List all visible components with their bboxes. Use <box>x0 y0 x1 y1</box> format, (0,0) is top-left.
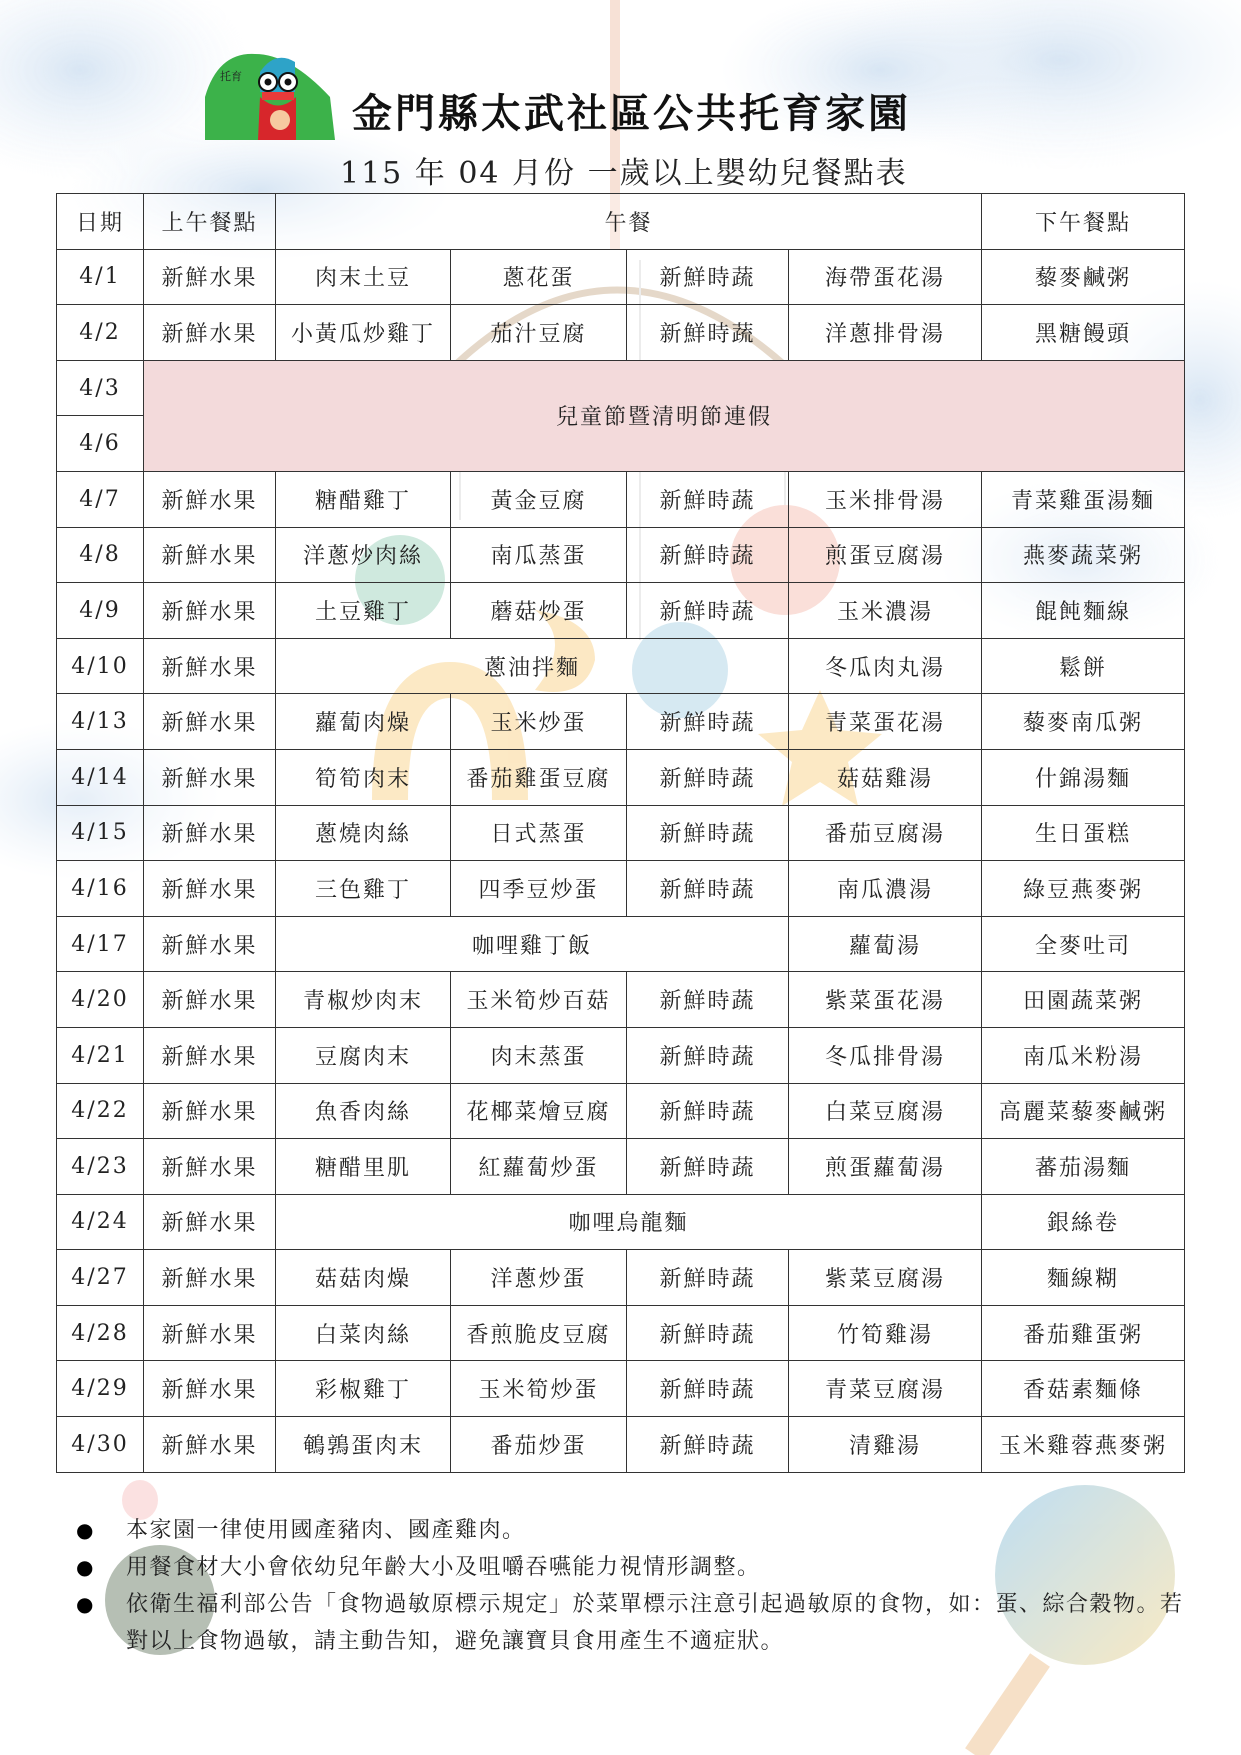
afternoon-snack-cell: 全麥吐司 <box>982 916 1185 972</box>
lunch-vegetable-cell: 新鮮時蔬 <box>627 527 789 583</box>
holiday-label: 兒童節暨清明節連假 <box>144 360 1185 471</box>
lunch-dish-1-cell: 肉末土豆 <box>276 249 451 305</box>
lunch-dish-2-cell: 黃金豆腐 <box>451 471 627 527</box>
date-cell: 4/17 <box>57 916 144 972</box>
lunch-dish-1-cell: 蔥燒肉絲 <box>276 805 451 861</box>
lunch-vegetable-cell: 新鮮時蔬 <box>627 583 789 639</box>
date-cell: 4/21 <box>57 1027 144 1083</box>
table-row <box>57 805 1185 861</box>
date-cell: 4/15 <box>57 805 144 861</box>
note-item <box>76 1549 1186 1586</box>
lunch-vegetable-cell: 新鮮時蔬 <box>627 249 789 305</box>
lunch-dish-1-cell: 洋蔥炒肉絲 <box>276 527 451 583</box>
table-row <box>57 1305 1185 1361</box>
soup-cell: 青菜蛋花湯 <box>789 694 982 750</box>
community-logo <box>200 42 340 147</box>
afternoon-snack-cell: 綠豆燕麥粥 <box>982 861 1185 917</box>
date-cell: 4/13 <box>57 694 144 750</box>
date-cell: 4/28 <box>57 1305 144 1361</box>
soup-cell: 青菜豆腐湯 <box>789 1361 982 1417</box>
table-row <box>57 972 1185 1028</box>
date-cell: 4/1 <box>57 249 144 305</box>
table-row <box>57 1361 1185 1417</box>
soup-cell: 海帶蛋花湯 <box>789 249 982 305</box>
morning-snack-cell: 新鮮水果 <box>144 1083 276 1139</box>
table-row <box>57 1194 1185 1250</box>
afternoon-snack-cell: 黑糖饅頭 <box>982 305 1185 361</box>
afternoon-snack-cell: 銀絲卷 <box>982 1194 1185 1250</box>
date-cell: 4/3 <box>57 360 144 416</box>
page-subtitle: 115 年 04 月份 一歲以上嬰幼兒餐點表 <box>340 156 908 191</box>
header-date: 日期 <box>57 194 144 250</box>
table-row <box>57 1083 1185 1139</box>
afternoon-snack-cell: 燕麥蔬菜粥 <box>982 527 1185 583</box>
morning-snack-cell: 新鮮水果 <box>144 749 276 805</box>
soup-cell: 玉米排骨湯 <box>789 471 982 527</box>
morning-snack-cell: 新鮮水果 <box>144 861 276 917</box>
lunch-dish-2-cell: 南瓜蒸蛋 <box>451 527 627 583</box>
soup-cell: 竹筍雞湯 <box>789 1305 982 1361</box>
morning-snack-cell: 新鮮水果 <box>144 805 276 861</box>
morning-snack-cell: 新鮮水果 <box>144 1027 276 1083</box>
date-cell: 4/7 <box>57 471 144 527</box>
soup-cell: 煎蛋豆腐湯 <box>789 527 982 583</box>
soup-cell: 紫菜蛋花湯 <box>789 972 982 1028</box>
date-cell: 4/9 <box>57 583 144 639</box>
afternoon-snack-cell: 藜麥南瓜粥 <box>982 694 1185 750</box>
soup-cell: 冬瓜肉丸湯 <box>789 638 982 694</box>
soup-cell: 玉米濃湯 <box>789 583 982 639</box>
note-item <box>76 1586 1186 1660</box>
table-row <box>57 1139 1185 1195</box>
lunch-vegetable-cell: 新鮮時蔬 <box>627 1361 789 1417</box>
soup-cell: 白菜豆腐湯 <box>789 1083 982 1139</box>
lunch-vegetable-cell: 新鮮時蔬 <box>627 1027 789 1083</box>
lunch-vegetable-cell: 新鮮時蔬 <box>627 805 789 861</box>
lunch-dish-1-cell: 菇菇肉燥 <box>276 1250 451 1306</box>
date-cell: 4/6 <box>57 416 144 472</box>
lunch-dish-2-cell: 花椰菜燴豆腐 <box>451 1083 627 1139</box>
afternoon-snack-cell: 香菇素麵條 <box>982 1361 1185 1417</box>
logo-text: 托育 <box>220 70 242 83</box>
morning-snack-cell: 新鮮水果 <box>144 1361 276 1417</box>
lunch-dish-1-cell: 豆腐肉末 <box>276 1027 451 1083</box>
afternoon-snack-cell: 田園蔬菜粥 <box>982 972 1185 1028</box>
table-header-row <box>57 194 1185 250</box>
table-row <box>57 1417 1185 1473</box>
morning-snack-cell: 新鮮水果 <box>144 1305 276 1361</box>
morning-snack-cell: 新鮮水果 <box>144 583 276 639</box>
lunch-vegetable-cell: 新鮮時蔬 <box>627 749 789 805</box>
date-cell: 4/27 <box>57 1250 144 1306</box>
lunch-vegetable-cell: 新鮮時蔬 <box>627 1250 789 1306</box>
lunch-dish-2-cell: 肉末蒸蛋 <box>451 1027 627 1083</box>
date-cell: 4/14 <box>57 749 144 805</box>
lunch-vegetable-cell: 新鮮時蔬 <box>627 471 789 527</box>
lunch-dish-2-cell: 玉米炒蛋 <box>451 694 627 750</box>
lunch-dish-2-cell: 洋蔥炒蛋 <box>451 1250 627 1306</box>
soup-cell: 冬瓜排骨湯 <box>789 1027 982 1083</box>
afternoon-snack-cell: 高麗菜藜麥鹹粥 <box>982 1083 1185 1139</box>
header-afternoon-snack: 下午餐點 <box>982 194 1185 250</box>
meal-menu-table <box>56 193 1185 1473</box>
table-row <box>57 527 1185 583</box>
morning-snack-cell: 新鮮水果 <box>144 471 276 527</box>
afternoon-snack-cell: 青菜雞蛋湯麵 <box>982 471 1185 527</box>
lunch-dish-1-cell: 三色雞丁 <box>276 861 451 917</box>
lunch-dish-2-cell: 番茄炒蛋 <box>451 1417 627 1473</box>
afternoon-snack-cell: 蕃茄湯麵 <box>982 1139 1185 1195</box>
date-cell: 4/10 <box>57 638 144 694</box>
lunch-vegetable-cell: 新鮮時蔬 <box>627 305 789 361</box>
lunch-vegetable-cell: 新鮮時蔬 <box>627 694 789 750</box>
lunch-main-cell: 蔥油拌麵 <box>276 638 789 694</box>
note-text: 本家園一律使用國產豬肉、國產雞肉。 <box>126 1518 526 1543</box>
morning-snack-cell: 新鮮水果 <box>144 249 276 305</box>
soup-cell: 煎蛋蘿蔔湯 <box>789 1139 982 1195</box>
afternoon-snack-cell: 番茄雞蛋粥 <box>982 1305 1185 1361</box>
lunch-dish-1-cell: 魚香肉絲 <box>276 1083 451 1139</box>
lunch-dish-2-cell: 玉米筍炒蛋 <box>451 1361 627 1417</box>
lunch-dish-2-cell: 蘑菇炒蛋 <box>451 583 627 639</box>
header-lunch: 午餐 <box>276 194 982 250</box>
afternoon-snack-cell: 玉米雞蓉燕麥粥 <box>982 1417 1185 1473</box>
page-title: 金門縣太武社區公共托育家園 <box>352 91 911 137</box>
lunch-vegetable-cell: 新鮮時蔬 <box>627 1139 789 1195</box>
soup-cell: 洋蔥排骨湯 <box>789 305 982 361</box>
lunch-dish-2-cell: 蔥花蛋 <box>451 249 627 305</box>
date-cell: 4/30 <box>57 1417 144 1473</box>
morning-snack-cell: 新鮮水果 <box>144 916 276 972</box>
lunch-dish-1-cell: 彩椒雞丁 <box>276 1361 451 1417</box>
afternoon-snack-cell: 鬆餅 <box>982 638 1185 694</box>
lunch-dish-1-cell: 糖醋里肌 <box>276 1139 451 1195</box>
notes-section <box>76 1512 1186 1660</box>
bullet-icon: ● <box>76 1555 95 1579</box>
lunch-dish-1-cell: 鵪鶉蛋肉末 <box>276 1417 451 1473</box>
soup-cell: 番茄豆腐湯 <box>789 805 982 861</box>
afternoon-snack-cell: 藜麥鹹粥 <box>982 249 1185 305</box>
date-cell: 4/8 <box>57 527 144 583</box>
soup-cell: 南瓜濃湯 <box>789 861 982 917</box>
table-row <box>57 305 1185 361</box>
header-morning-snack: 上午餐點 <box>144 194 276 250</box>
table-body <box>57 249 1185 1472</box>
table-row <box>57 471 1185 527</box>
note-text: 用餐食材大小會依幼兒年齡大小及咀嚼吞嚥能力視情形調整。 <box>126 1555 761 1580</box>
lunch-dish-2-cell: 香煎脆皮豆腐 <box>451 1305 627 1361</box>
document-header <box>0 0 1241 190</box>
lunch-dish-1-cell: 糖醋雞丁 <box>276 471 451 527</box>
lunch-dish-2-cell: 玉米筍炒百菇 <box>451 972 627 1028</box>
note-item <box>76 1512 1186 1549</box>
soup-cell: 紫菜豆腐湯 <box>789 1250 982 1306</box>
afternoon-snack-cell: 南瓜米粉湯 <box>982 1027 1185 1083</box>
soup-cell: 清雞湯 <box>789 1417 982 1473</box>
lunch-dish-2-cell: 紅蘿蔔炒蛋 <box>451 1139 627 1195</box>
table-row <box>57 1027 1185 1083</box>
table-row <box>57 249 1185 305</box>
soup-cell: 蘿蔔湯 <box>789 916 982 972</box>
date-cell: 4/23 <box>57 1139 144 1195</box>
lunch-dish-2-cell: 茄汁豆腐 <box>451 305 627 361</box>
table-row <box>57 749 1185 805</box>
morning-snack-cell: 新鮮水果 <box>144 527 276 583</box>
note-text: 依衛生福利部公告「食物過敏原標示規定」於菜單標示注意引起過敏原的食物，如：蛋、綜合穀物。若對以上食物過敏，請主動告知，避免讓寶貝食用產生不適症狀。 <box>126 1592 1184 1654</box>
bullet-icon: ● <box>76 1518 95 1542</box>
morning-snack-cell: 新鮮水果 <box>144 1139 276 1195</box>
lunch-dish-1-cell: 小黃瓜炒雞丁 <box>276 305 451 361</box>
table-row <box>57 861 1185 917</box>
lunch-dish-2-cell: 四季豆炒蛋 <box>451 861 627 917</box>
lunch-main-cell: 咖哩雞丁飯 <box>276 916 789 972</box>
lunch-dish-1-cell: 蘿蔔肉燥 <box>276 694 451 750</box>
morning-snack-cell: 新鮮水果 <box>144 1250 276 1306</box>
lunch-vegetable-cell: 新鮮時蔬 <box>627 972 789 1028</box>
date-cell: 4/29 <box>57 1361 144 1417</box>
afternoon-snack-cell: 生日蛋糕 <box>982 805 1185 861</box>
lunch-combined-cell: 咖哩烏龍麵 <box>276 1194 982 1250</box>
morning-snack-cell: 新鮮水果 <box>144 638 276 694</box>
table-row <box>57 583 1185 639</box>
lunch-dish-2-cell: 日式蒸蛋 <box>451 805 627 861</box>
holiday-row <box>57 360 1185 416</box>
lunch-dish-1-cell: 筍筍肉末 <box>276 749 451 805</box>
date-cell: 4/20 <box>57 972 144 1028</box>
date-cell: 4/16 <box>57 861 144 917</box>
date-cell: 4/22 <box>57 1083 144 1139</box>
table-row <box>57 638 1185 694</box>
table-row <box>57 694 1185 750</box>
lunch-dish-2-cell: 番茄雞蛋豆腐 <box>451 749 627 805</box>
morning-snack-cell: 新鮮水果 <box>144 1417 276 1473</box>
lunch-dish-1-cell: 青椒炒肉末 <box>276 972 451 1028</box>
afternoon-snack-cell: 麵線糊 <box>982 1250 1185 1306</box>
afternoon-snack-cell: 餛飩麵線 <box>982 583 1185 639</box>
table-row <box>57 1250 1185 1306</box>
soup-cell: 菇菇雞湯 <box>789 749 982 805</box>
lunch-vegetable-cell: 新鮮時蔬 <box>627 861 789 917</box>
bullet-icon: ● <box>76 1592 95 1616</box>
morning-snack-cell: 新鮮水果 <box>144 972 276 1028</box>
lunch-dish-1-cell: 土豆雞丁 <box>276 583 451 639</box>
morning-snack-cell: 新鮮水果 <box>144 1194 276 1250</box>
morning-snack-cell: 新鮮水果 <box>144 694 276 750</box>
date-cell: 4/2 <box>57 305 144 361</box>
lunch-vegetable-cell: 新鮮時蔬 <box>627 1083 789 1139</box>
table-row <box>57 916 1185 972</box>
morning-snack-cell: 新鮮水果 <box>144 305 276 361</box>
date-cell: 4/24 <box>57 1194 144 1250</box>
lunch-dish-1-cell: 白菜肉絲 <box>276 1305 451 1361</box>
lunch-vegetable-cell: 新鮮時蔬 <box>627 1305 789 1361</box>
afternoon-snack-cell: 什錦湯麵 <box>982 749 1185 805</box>
lunch-vegetable-cell: 新鮮時蔬 <box>627 1417 789 1473</box>
